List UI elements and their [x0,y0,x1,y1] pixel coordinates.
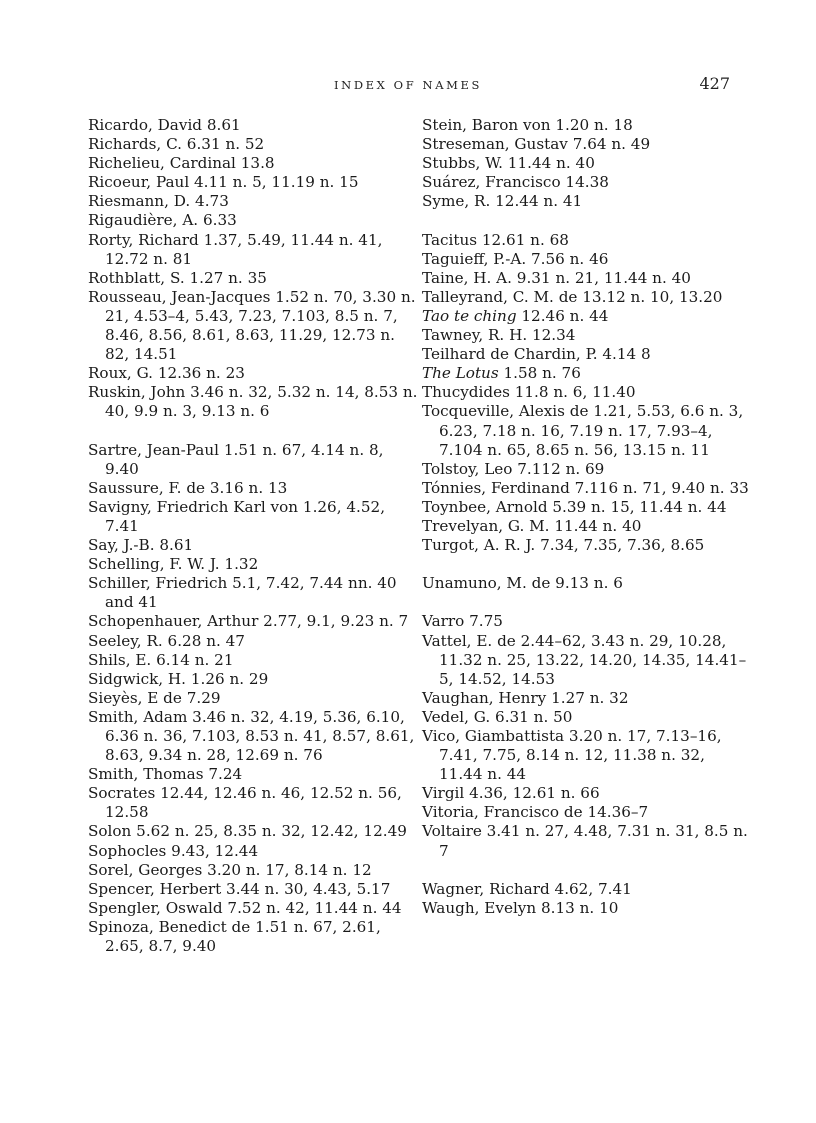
entry-name: Saussure, F. de [88,478,206,497]
entry-references: 1.26 n. 29 [186,669,269,688]
entry-references: 7.29 [181,688,221,707]
index-entry [422,231,752,250]
index-entry [422,383,752,402]
index-entry [422,135,752,154]
entry-references: 7.116 n. 71, 9.40 n. 33 [569,478,749,497]
entry-references: 12.44 n. 41 [490,192,583,211]
entry-references: 3.46 n. 32, 5.32 n. 14, 8.53 n. 40, 9.9 n. 3, 9.13 n. 6 [105,383,418,421]
index-entry [88,880,418,899]
index-entry [88,441,418,479]
entry-references: 12.36 n. 23 [153,364,245,383]
index-entry [88,498,418,536]
entry-name: Schiller, Friedrich [88,574,228,593]
index-entry [422,517,752,536]
entry-references: 11.44 n. 40 [502,154,595,173]
index-entry [422,345,752,364]
index-entry [422,803,752,822]
entry-references: 3.44 n. 30, 4.43, 5.17 [221,879,391,898]
letter-group-gap [88,422,418,441]
index-entry [88,689,418,708]
entry-name: Wagner, Richard [422,879,550,898]
entry-name: Teilhard de Chardin, P. [422,345,598,364]
index-entry [422,288,752,307]
index-entry [88,632,418,651]
entry-name: Stubbs, W. [422,154,503,173]
index-entry [88,383,418,421]
index-entry [422,822,752,860]
index-entry [422,880,752,899]
entry-name: Rorty, Richard [88,230,199,249]
entry-name: Virgil [422,784,465,803]
entry-references: 3.16 n. 13 [205,478,288,497]
entry-name: Thucydides [422,383,510,402]
entry-name: Ricardo, David [88,116,203,134]
entry-references: 1.32 [219,555,259,574]
entry-name: Spengler, Oswald [88,898,223,917]
entry-references: 3.20 n. 17, 7.13–16, 7.41, 7.75, 8.14 n. 12, 11.38 n. 32, 11.44 n. 44 [439,727,722,784]
index-entry [88,861,418,880]
entry-references: 4.11 n. 5, 11.19 n. 15 [189,173,359,192]
index-entry [422,479,752,498]
entry-name: Tao te ching [422,306,517,325]
entry-name: Smith, Thomas [88,765,204,784]
index-entry [88,364,418,383]
entry-references: 2.44–62, 3.43 n. 29, 10.28, 11.32 n. 25, 13.22, 14.20, 14.35, 14.41–5, 14.52, 14.53 [439,631,747,688]
entry-name: Shils, E. [88,650,152,669]
entry-references: 5.39 n. 15, 11.44 n. 44 [547,497,727,516]
entry-name: Tolstoy, Leo [422,459,513,478]
entry-references: 8.61 [202,116,241,134]
entry-name: Seeley, R. [88,631,163,650]
entry-name: Vedel, G. [422,707,491,726]
index-entry [88,231,418,269]
entry-name: Richards, C. [88,135,182,154]
entry-name: Tónnies, Ferdinand [422,478,570,497]
entry-name: Riesmann, D. [88,192,191,211]
entry-name: Spencer, Herbert [88,879,222,898]
entry-name: Socrates [88,784,156,803]
index-entry [422,689,752,708]
entry-references: 11.44 n. 40 [549,516,642,535]
entry-references: 7.112 n. 69 [512,459,605,478]
entry-references: 4.73 [190,192,229,211]
entry-name: Sophocles [88,841,167,860]
entry-name: Savigny, Friedrich Karl von [88,497,299,516]
entry-references: 1.51 n. 67, 2.61, 2.65, 8.7, 9.40 [105,917,381,956]
entry-references: 1.58 n. 76 [498,364,581,383]
index-entry [88,135,418,154]
index-entry [422,364,752,383]
index-entry [422,899,752,918]
index-entry [422,307,752,326]
index-entry [422,727,752,784]
entry-references: 5.62 n. 25, 8.35 n. 32, 12.42, 12.49 [131,822,407,841]
entry-references: 7.52 n. 42, 11.44 n. 44 [222,898,402,917]
entry-name: Sidgwick, H. [88,669,186,688]
index-entry [88,574,418,612]
entry-name: Smith, Adam [88,707,188,726]
index-entry [88,173,418,192]
entry-references: 7.75 [464,612,503,631]
entry-references: 9.13 n. 6 [550,574,623,593]
index-entry [88,918,418,956]
entry-name: Sieyès, E de [88,688,182,707]
entry-name: Vitoria, Francisco de [422,803,583,822]
entry-references: 13.12 n. 10, 13.20 [577,287,723,306]
entry-references: 1.20 n. 18 [550,116,633,134]
entry-name: Rothblatt, S. [88,268,185,287]
entry-references: 8.13 n. 10 [536,898,619,917]
entry-references: 6.31 n. 50 [490,707,573,726]
letter-group-gap [422,555,752,574]
index-entry [422,784,752,803]
entry-references: 1.27 n. 32 [546,688,629,707]
index-column-right [422,116,752,918]
entry-name: Trevelyan, G. M. [422,516,550,535]
letter-group-gap [422,211,752,230]
entry-name: Sorel, Georges [88,860,203,879]
entry-references: 3.41 n. 27, 4.48, 7.31 n. 31, 8.5 n. 7 [439,822,748,860]
entry-references: 8.61 [154,536,194,555]
index-entry [88,269,418,288]
entry-references: 7.24 [203,765,243,784]
entry-name: Suárez, Francisco [422,173,561,192]
entry-references: 1.52 n. 70, 3.30 n. 21, 4.53–4, 5.43, 7.23, 7.103, 8.5 n. 7, 8.46, 8.56, 8.61, 8.63, 11.29, 12.73 n. 82, 14.51 [105,287,416,364]
entry-name: Solon [88,822,132,841]
entry-references: 4.62, 7.41 [549,879,632,898]
letter-group-gap [422,861,752,880]
entry-references: 14.36–7 [582,803,649,822]
index-entry [422,326,752,345]
index-entry [422,460,752,479]
entry-name: Vico, Giambattista [422,727,565,745]
entry-name: Rigaudière, A. [88,211,199,230]
entry-name: Sartre, Jean-Paul [88,440,219,459]
entry-references: 11.8 n. 6, 11.40 [509,383,636,402]
entry-name: Voltaire [422,822,482,841]
entry-name: Rousseau, Jean-Jacques [88,287,271,306]
entry-name: Varro [422,612,465,631]
index-entry [88,536,418,555]
entry-name: Say, J.-B. [88,536,155,555]
index-entry [88,784,418,822]
entry-references: 6.33 [198,211,237,230]
index-entry [422,498,752,517]
entry-references: 6.28 n. 47 [162,631,245,650]
index-entry [422,536,752,555]
index-entry [88,154,418,173]
entry-references: 12.46 n. 44 [516,306,609,325]
entry-references: 2.77, 9.1, 9.23 n. 7 [258,612,409,631]
entry-references: 1.21, 5.53, 6.6 n. 3, 6.23, 7.18 n. 16, 7.19 n. 17, 7.93–4, 7.104 n. 65, 8.65 n. 56, 13.15 n. 11 [439,402,744,459]
entry-references: 6.31 n. 52 [181,135,265,154]
entry-references: 7.64 n. 49 [567,135,651,154]
index-entry [88,612,418,631]
entry-references: 6.14 n. 21 [151,650,234,669]
index-entry [422,269,752,288]
entry-references: 3.46 n. 32, 4.19, 5.36, 6.10, 6.36 n. 36, 7.103, 8.53 n. 41, 8.57, 8.61, 8.63, 9.34 n. 28, 12.69 n. 76 [105,707,415,765]
entry-references: 1.51 n. 67, 4.14 n. 8, 9.40 [105,440,384,478]
entry-name: Roux, G. [88,364,153,383]
entry-name: Vattel, E. de [422,631,516,650]
index-entry [88,708,418,765]
index-entry [88,765,418,784]
index-entry [88,899,418,918]
entry-name: Streseman, Gustav [422,135,568,154]
entry-name: Vaughan, Henry [422,688,547,707]
index-entry [88,822,418,841]
entry-references: 5.1, 7.42, 7.44 nn. 40 and 41 [105,574,397,612]
entry-references: 9.43, 12.44 [166,841,259,860]
index-entry [88,479,418,498]
index-entry [88,288,418,364]
entry-references: 4.14 8 [597,345,651,364]
entry-name: Ruskin, John [88,383,186,402]
entry-references: 12.34 [527,326,576,345]
entry-name: Unamuno, M. de [422,574,551,593]
entry-references: 1.27 n. 35 [184,268,267,287]
index-entry [422,402,752,459]
index-entry [422,192,752,211]
entry-name: Ricoeur, Paul [88,173,190,192]
index-entry [422,173,752,192]
index-entry [88,192,418,211]
entry-name: Tawney, R. H. [422,326,528,345]
entry-references: 1.37, 5.49, 11.44 n. 41, 12.72 n. 81 [105,230,383,268]
entry-name: Taine, H. A. [422,268,512,287]
entry-references: 7.34, 7.35, 7.36, 8.65 [535,536,705,555]
index-entry [422,612,752,631]
page-number: 427 [699,74,730,93]
entry-references: 4.36, 12.61 n. 66 [464,784,600,803]
index-entry [88,116,418,135]
running-title: INDEX OF NAMES [334,78,482,92]
index-entry [422,708,752,727]
index-entry [422,632,752,689]
entry-name: Talleyrand, C. M. de [422,287,578,306]
entry-references: 3.20 n. 17, 8.14 n. 12 [202,860,372,879]
entry-references: 1.26, 4.52, 7.41 [105,497,386,535]
index-entry [88,555,418,574]
index-entry [88,211,418,230]
entry-name: Taguieff, P.-A. [422,249,527,268]
entry-references: 7.56 n. 46 [526,249,609,268]
entry-name: Turgot, A. R. J. [422,536,536,555]
entry-name: Spinoza, Benedict de [88,917,251,936]
entry-name: Tocqueville, Alexis de [422,402,589,421]
entry-name: Syme, R. [422,192,491,211]
index-entry [422,250,752,269]
entry-name: Stein, Baron von [422,116,551,134]
index-entry [88,842,418,861]
entry-references: 13.8 [235,154,275,173]
entry-references: 12.61 n. 68 [477,230,569,249]
entry-name: Waugh, Evelyn [422,898,537,917]
index-entry [88,670,418,689]
entry-name: Tacitus [422,230,478,249]
entry-references: 12.44, 12.46 n. 46, 12.52 n. 56, 12.58 [105,784,402,822]
letter-group-gap [422,593,752,612]
entry-name: Schelling, F. W. J. [88,555,220,574]
index-entry [422,154,752,173]
entry-name: Richelieu, Cardinal [88,154,236,173]
entry-name: Toynbee, Arnold [422,497,548,516]
index-entry [88,651,418,670]
entry-name: Schopenhauer, Arthur [88,612,259,631]
entry-name: The Lotus [422,364,499,383]
index-entry [422,116,752,135]
entry-references: 9.31 n. 21, 11.44 n. 40 [511,268,691,287]
index-entry [422,574,752,593]
entry-references: 14.38 [560,173,609,192]
index-column-left [88,116,418,956]
